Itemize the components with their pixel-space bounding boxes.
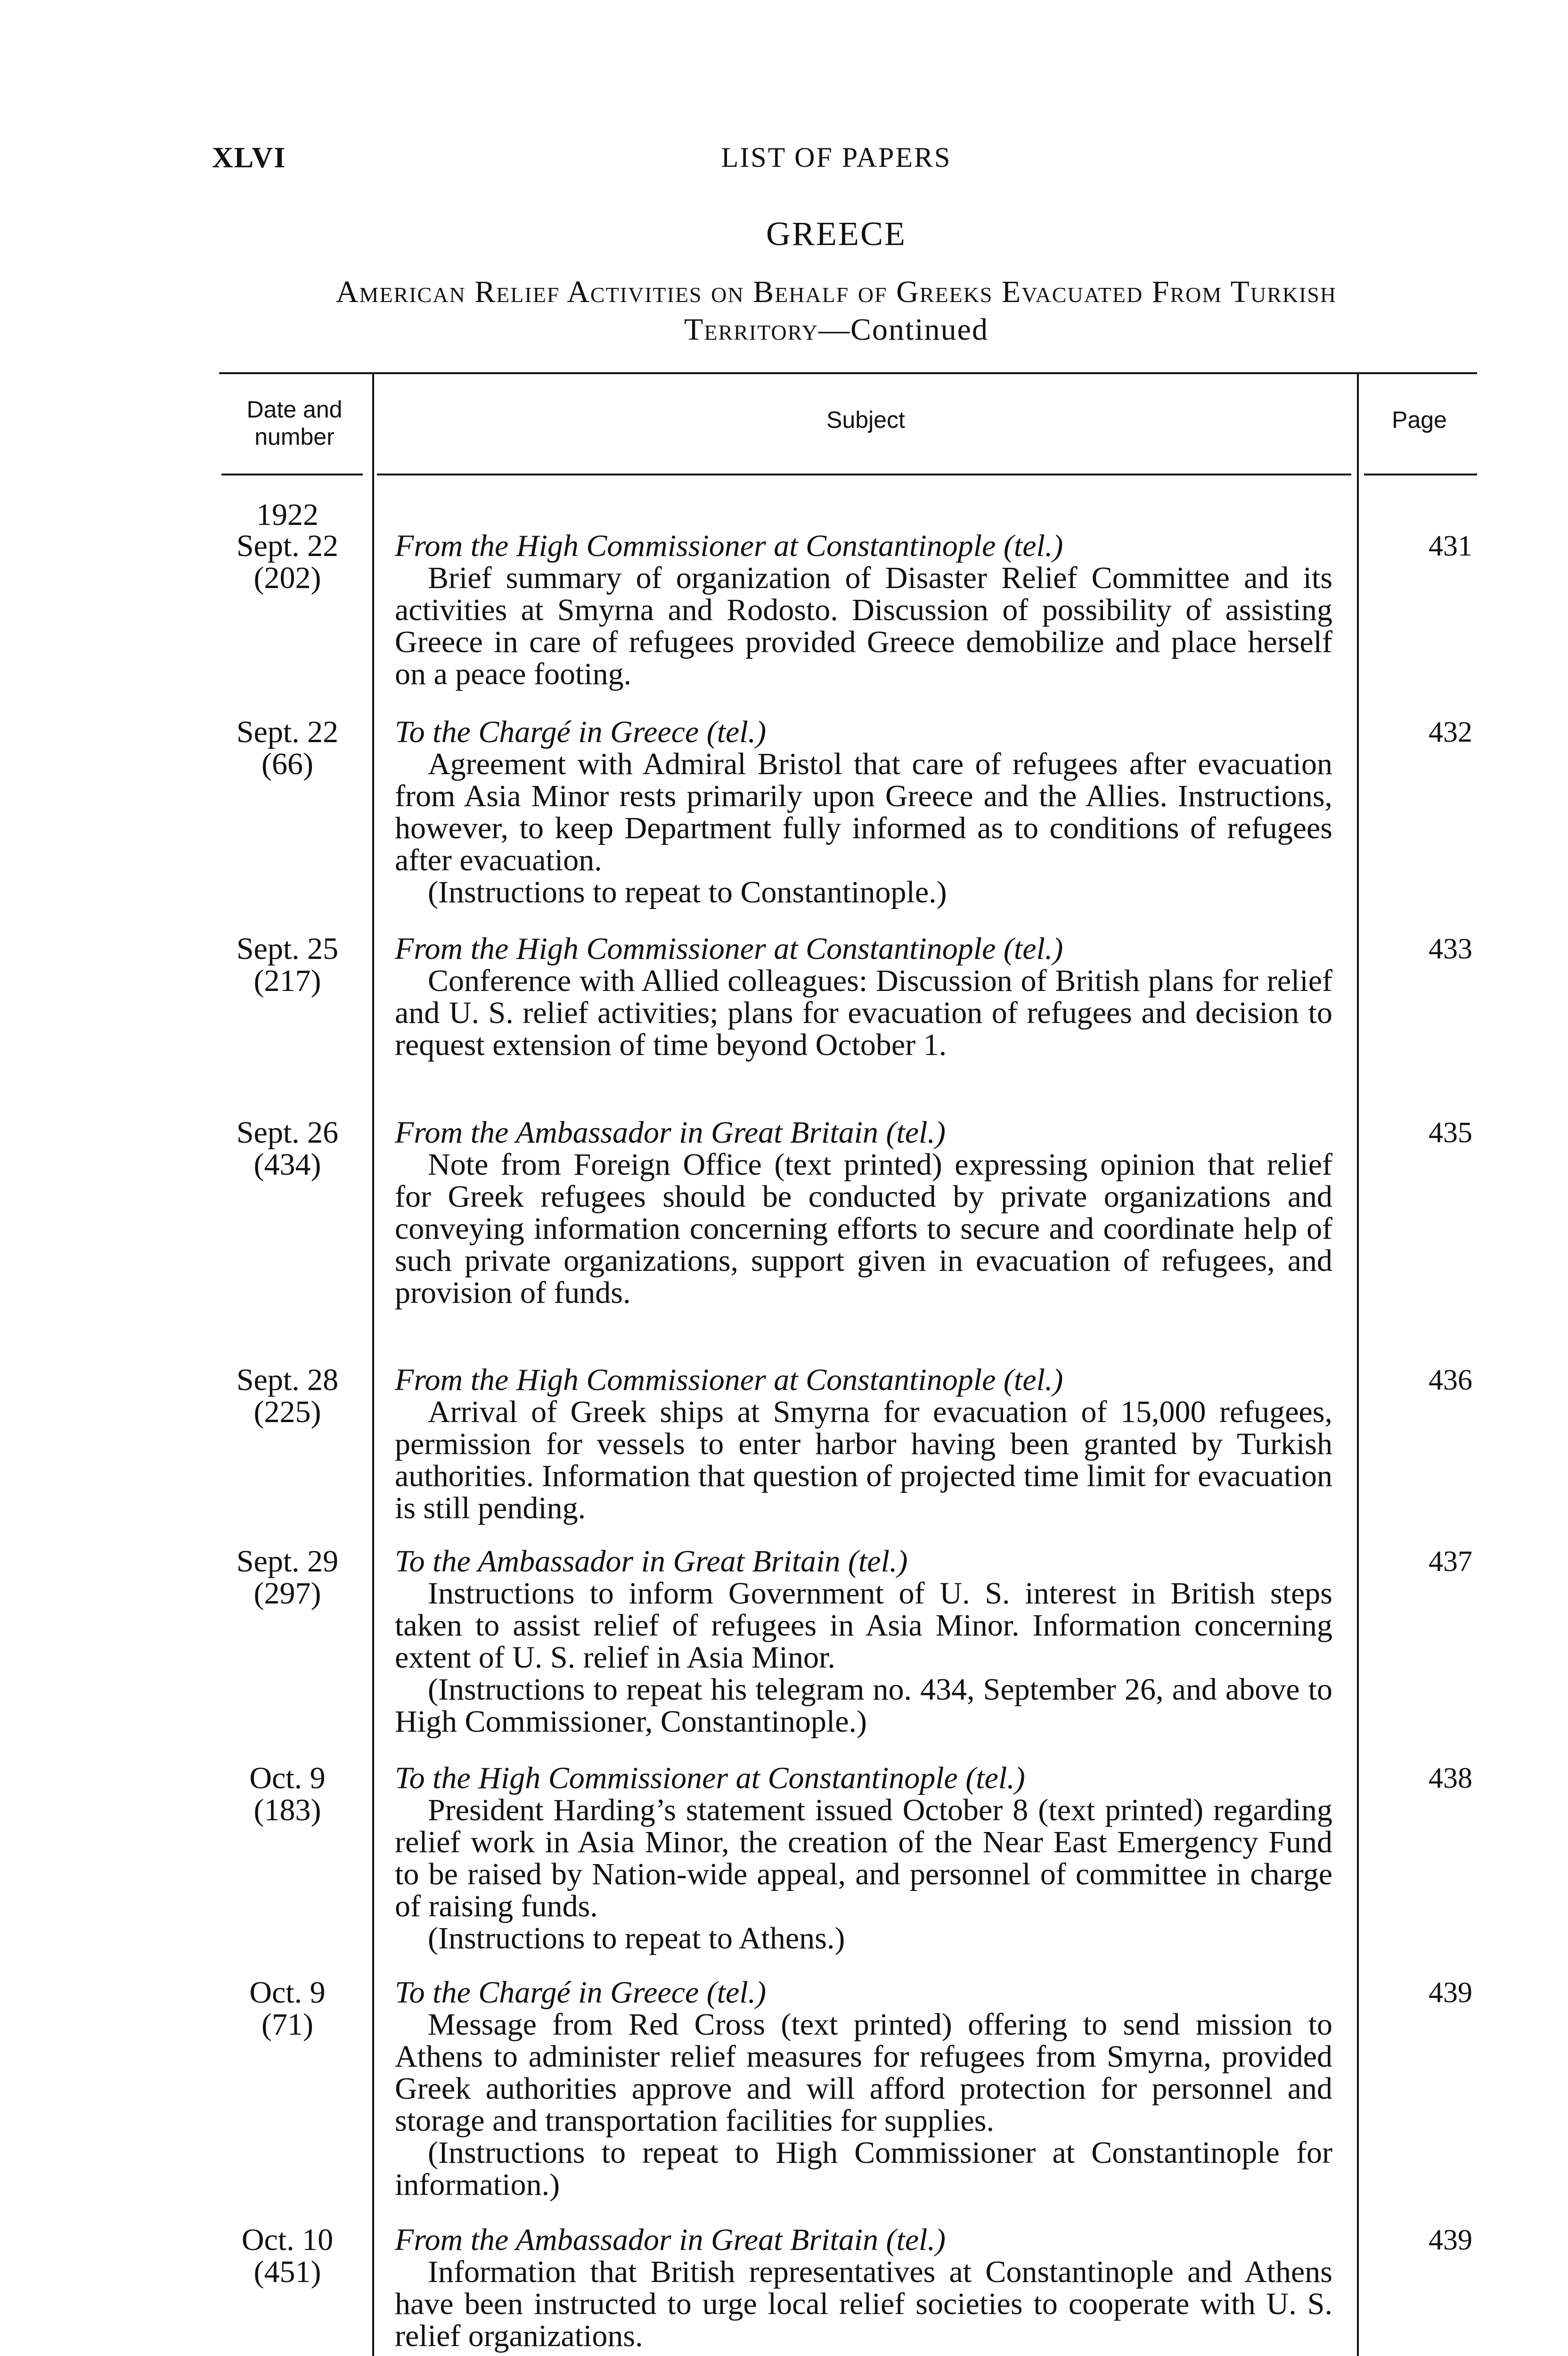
column-header-page: Page	[1392, 407, 1447, 433]
entry-subject	[395, 933, 1332, 1061]
entry-summary: Brief summary of organization of Disaster Relief Committee and its activities at Smyrna and Rodosto. Discussion of possibility of assisting Greece in care of refugees provided Greece demobilize and place herself on a peace footing.	[395, 561, 1332, 691]
entry-date-text: Sept. 26	[236, 1115, 339, 1150]
entry-heading: To the Chargé in Greece (tel.)	[395, 715, 767, 749]
entry-date	[217, 1117, 358, 1181]
entry-subject	[395, 2224, 1332, 2352]
entry-summary: President Harding’s statement issued October 8 (text printed) regarding relief work in Asia Minor, the creation of the Near East Emergency Fund to be raised by Nation-wide appeal, and personnel of committee in charge of raising funds.	[395, 1793, 1332, 1923]
column-header-date-line2: number	[254, 424, 335, 450]
entry-number: (297)	[253, 1576, 321, 1611]
section-title-line2	[212, 311, 1461, 349]
entry-date-text: Sept. 22	[236, 529, 339, 563]
entry-date-text: Sept. 25	[236, 932, 339, 966]
running-title: LIST OF PAPERS	[721, 142, 952, 173]
section-title-territory: Territory	[684, 312, 818, 347]
entry-heading: From the Ambassador in Great Britain (tel.)	[395, 1115, 946, 1150]
entry-page-number: 438	[1429, 1762, 1472, 1794]
table-top-rule	[219, 372, 1477, 374]
entry-date	[217, 530, 358, 594]
entry-date-text: Sept. 22	[236, 715, 339, 749]
entry-number: (71)	[261, 2007, 313, 2042]
entry-instructions: (Instructions to repeat his telegram no. 434, September 26, and above to High Commissioner, Constantinople.)	[395, 1672, 1332, 1739]
entry-subject	[395, 1762, 1332, 1955]
entry-date	[217, 1977, 358, 2041]
entry-page-number: 439	[1429, 2224, 1472, 2256]
entry-instructions: (Instructions to repeat to Athens.)	[428, 1921, 845, 1955]
header-rule-page	[1364, 474, 1477, 475]
entry-subject	[395, 1117, 1332, 1309]
entry-date	[217, 2224, 358, 2288]
entry-page-number: 433	[1429, 933, 1472, 965]
entry-number: (66)	[261, 747, 313, 781]
entry-heading: To the High Commissioner at Constantinople (tel.)	[395, 1761, 1025, 1795]
entry-number: (225)	[253, 1395, 321, 1429]
entry-date	[217, 933, 358, 997]
column-header-date-line1: Date and	[246, 396, 343, 423]
entry-number: (434)	[253, 1147, 321, 1182]
entry-number: (202)	[253, 561, 321, 595]
entry-subject	[395, 1546, 1332, 1738]
entry-instructions: (Instructions to repeat to High Commissioner at Constantinople for information.)	[395, 2135, 1332, 2202]
entry-subject	[395, 1364, 1332, 1524]
entry-date-text: Oct. 10	[241, 2223, 334, 2257]
page-folio: XLVI	[212, 142, 286, 174]
entry-date-text: Sept. 29	[236, 1544, 339, 1579]
entry-summary: Information that British representatives at Constantinople and Athens have been instructed to urge local relief societies to cooperate with U. S. relief organizations.	[395, 2255, 1332, 2353]
entry-number: (217)	[253, 964, 321, 998]
entry-summary: Message from Red Cross (text printed) offering to send mission to Athens to administer relief measures for refugees from Smyrna, provided Greek authorities approve and will afford protection for personnel and storage and transportation facilities for supplies.	[395, 2007, 1332, 2138]
section-title	[212, 273, 1461, 349]
entry-heading: From the High Commissioner at Constantinople (tel.)	[395, 932, 1063, 966]
entry-heading: From the Ambassador in Great Britain (tel.)	[395, 2223, 946, 2257]
entry-page-number: 435	[1429, 1117, 1472, 1149]
entry-date	[217, 1364, 358, 1428]
entry-page-number: 439	[1429, 1977, 1472, 2009]
entry-heading: To the Ambassador in Great Britain (tel.)	[395, 1544, 908, 1579]
entry-instructions: (Instructions to repeat to Constantinople.)	[428, 875, 947, 909]
entry-summary: Conference with Allied colleagues: Discussion of British plans for relief and U. S. relief activities; plans for evacuation of refugees and decision to request extension of time beyond October 1.	[395, 964, 1332, 1062]
entry-heading: From the High Commissioner at Constantinople (tel.)	[395, 1363, 1063, 1397]
header-rule-date	[221, 474, 363, 475]
entry-page-number: 431	[1429, 530, 1472, 562]
entry-number: (183)	[253, 1793, 321, 1827]
column-divider-date	[372, 374, 374, 2356]
country-heading: GREECE	[766, 215, 906, 253]
entry-date-text: Oct. 9	[249, 1761, 326, 1795]
year-label: 1922	[256, 498, 318, 532]
entry-date-text: Oct. 9	[249, 1975, 326, 2010]
entry-summary: Instructions to inform Government of U. S. interest in British steps taken to assist relief of refugees in Asia Minor. Information concerning extent of U. S. relief in Asia Minor.	[395, 1576, 1332, 1675]
column-divider-page	[1357, 374, 1359, 2356]
entry-summary: Agreement with Admiral Bristol that care of refugees after evacuation from Asia Minor rests primarily upon Greece and the Allies. Instructions, however, to keep Department fully informed as to conditions of refugees after evacuation.	[395, 747, 1332, 877]
running-head	[212, 141, 1461, 179]
section-title-line1: American Relief Activities on Behalf of Greeks Evacuated From Turkish	[335, 275, 1337, 309]
entry-subject	[395, 716, 1332, 908]
entry-page-number: 436	[1429, 1364, 1472, 1396]
entry-date-text: Sept. 28	[236, 1363, 339, 1397]
entry-page-number: 437	[1429, 1546, 1472, 1578]
entry-summary: Arrival of Greek ships at Smyrna for evacuation of 15,000 refugees, permission for vessels to enter harbor having been granted by Turkish authorities. Information that question of projected time limit for evacuation is still pending.	[395, 1395, 1332, 1525]
entry-date	[217, 716, 358, 780]
entry-page-number: 432	[1429, 716, 1472, 748]
entry-date	[217, 1762, 358, 1826]
entry-subject	[395, 1977, 1332, 2201]
section-title-continued: —Continued	[818, 312, 988, 347]
entry-date	[217, 1546, 358, 1610]
entry-heading: From the High Commissioner at Constantinople (tel.)	[395, 529, 1063, 563]
header-rule-subject	[377, 474, 1351, 475]
column-header-date	[219, 396, 370, 450]
entry-number: (451)	[253, 2255, 321, 2289]
entry-heading: To the Chargé in Greece (tel.)	[395, 1975, 767, 2010]
entry-summary: Note from Foreign Office (text printed) expressing opinion that relief for Greek refugees should be conducted by private organizations and conveying information concerning efforts to secure and coordinate help of such private organizations, support given in evacuation of refugees, and provision of funds.	[395, 1147, 1332, 1310]
entry-subject	[395, 530, 1332, 690]
column-header-subject: Subject	[826, 407, 905, 433]
